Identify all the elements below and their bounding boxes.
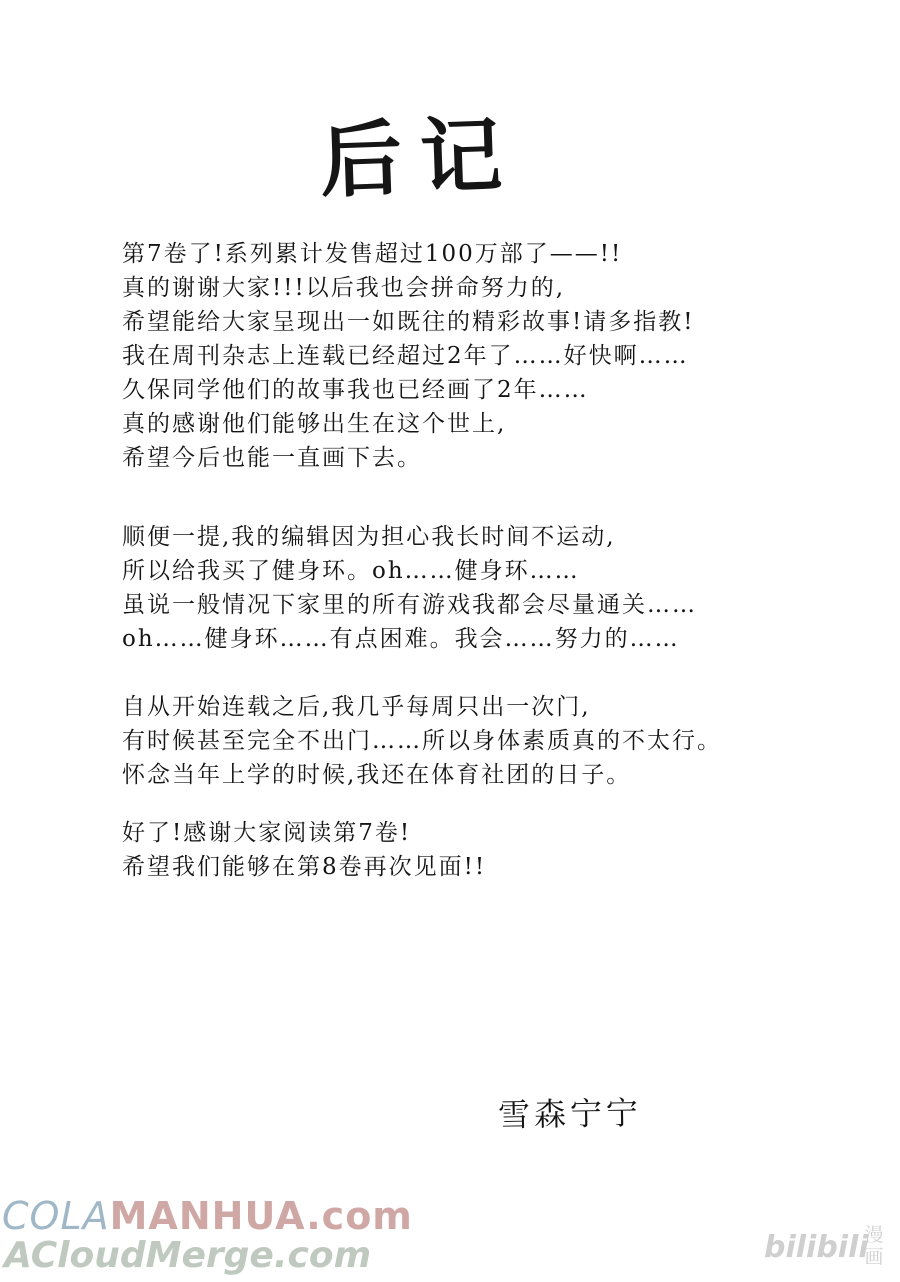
text-line: 真的谢谢大家!!!以后我也会拼命努力的, bbox=[122, 275, 566, 301]
bilibili-manga-logo bbox=[764, 1222, 894, 1276]
text-line: 我在周刊杂志上连载已经超过2年了……好快啊…… bbox=[122, 343, 689, 369]
text-line: oh……健身环……有点困难。我会……努力的…… bbox=[122, 626, 680, 652]
bilibili-logo-manhua: 漫画 bbox=[864, 1224, 884, 1268]
text-line: 自从开始连载之后,我几乎每周只出一次门, bbox=[122, 694, 591, 720]
text-line: 怀念当年上学的时候,我还在体育社团的日子。 bbox=[122, 762, 632, 788]
text-line: 真的感谢他们能够出生在这个世上, bbox=[122, 411, 507, 437]
paragraph-thanks bbox=[122, 237, 842, 475]
text-line: 希望今后也能一直画下去。 bbox=[122, 445, 422, 471]
text-line: 希望我们能够在第8卷再次见面!! bbox=[122, 854, 487, 880]
watermark-colamanhua bbox=[2, 1192, 413, 1240]
watermark-cola: COLA bbox=[2, 1194, 110, 1238]
text-line: 第7卷了!系列累计发售超过100万部了——!! bbox=[122, 241, 623, 267]
text-line: 希望能给大家呈现出一如既往的精彩故事!请多指教! bbox=[122, 309, 695, 335]
watermark-manhua: MANHUA.com bbox=[109, 1194, 413, 1238]
paragraph-ring-fit bbox=[122, 520, 842, 656]
watermark-acloudmerge: ACloudMerge.com bbox=[4, 1235, 372, 1276]
afterword-title: 后记 bbox=[318, 106, 522, 210]
bilibili-logo-text: bilibili bbox=[764, 1230, 869, 1265]
text-line: 顺便一提,我的编辑因为担心我长时间不运动, bbox=[122, 524, 616, 550]
text-line: 所以给我买了健身环。oh……健身环…… bbox=[122, 558, 580, 584]
text-line: 好了!感谢大家阅读第7卷! bbox=[122, 820, 412, 846]
text-line: 有时候甚至完全不出门……所以身体素质真的不太行。 bbox=[122, 728, 722, 754]
text-line: 久保同学他们的故事我也已经画了2年…… bbox=[122, 377, 589, 403]
paragraph-closing bbox=[122, 816, 842, 884]
paragraph-stay-home bbox=[122, 690, 842, 792]
author-signature: 雪森宁宁 bbox=[497, 1093, 643, 1135]
text-line: 虽说一般情况下家里的所有游戏我都会尽量通关…… bbox=[122, 592, 697, 618]
